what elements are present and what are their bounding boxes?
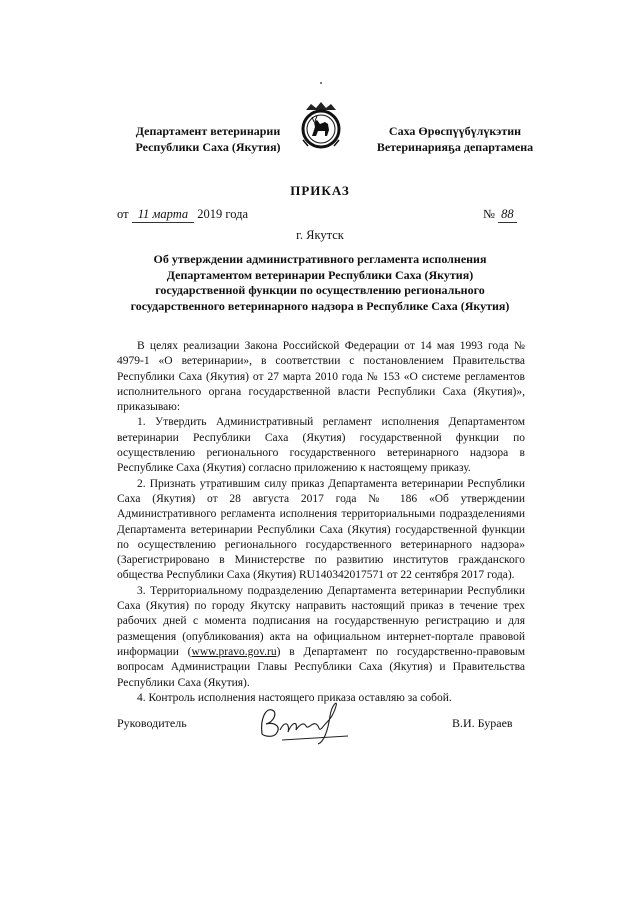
date-prefix: от [117, 207, 129, 221]
department-name-sakha-line2: Ветеринарияҕа департамена [376, 140, 534, 154]
paragraph-item-1: 1. Утвердить Административный регламент исполнения Департаментом ветеринарии Республики Саха (Якутия) государственной функции по осуществлению регионального государственного ветеринарного надзора в Республике Саха (Якутия) согласно приложению к настоящему приказу. [117, 416, 525, 475]
date-year: 2019 года [197, 207, 249, 221]
order-body [117, 339, 525, 706]
sakha-coat-of-arms-icon [298, 100, 344, 150]
paragraph-preamble: В целях реализации Закона Российской Федерации от 14 мая 1993 года № 4979-1 «О ветеринарии», в соответствии с постановлением Правительства Республики Саха (Якутия) от 27 марта 2010 года № 153 «О системе регламентов исполнительного органа государственной власти Республики Саха (Якутия)», приказываю: [117, 340, 525, 414]
department-name-ru-line2: Республики Саха (Якутия) [135, 140, 281, 154]
order-title: Об утверждении административного регламента исполнения Департаментом ветеринарии Республики Саха (Якутия) государственной функции по осуществлению регионального государственного ветеринарного надзора в Республике Саха (Якутия) [130, 252, 510, 313]
paragraph-item-3 [117, 584, 525, 691]
city: г. Якутск [296, 228, 344, 242]
handwritten-signature [252, 696, 362, 746]
signatory-role: Руководитель [117, 716, 187, 730]
department-name-sakha-line1: Саха Өрөспүүбүлүкэтин [388, 124, 522, 138]
number-handwritten: 88 [498, 207, 517, 223]
order-date [117, 207, 248, 223]
number-prefix: № [483, 207, 495, 221]
paragraph-item-4: 4. Контроль исполнения настоящего приказа оставляю за собой. [137, 691, 452, 704]
department-name-sakha [355, 123, 555, 155]
order-number [483, 207, 517, 223]
paragraph-item-2: 2. Признать утратившим силу приказ Департамента ветеринарии Республики Саха (Якутия) от 28 августа 2017 года № 186 «Об утверждении Административного регламента исполнения территориальными подразделениями Департамента ветеринарии Республики Саха (Якутия) государственной функции по осуществлению регионального государственного ветеринарного надзора» (Зарегистрировано в Министерстве по развитию институтов гражданского общества Республики Саха (Якутия) RU140342017571 от 22 сентября 2017 года). [117, 477, 525, 582]
department-name-ru-line1: Департамент ветеринарии [135, 124, 281, 138]
document-type: ПРИКАЗ [290, 183, 350, 198]
date-handwritten: 11 марта [132, 207, 194, 223]
paragraph-item-3-text-b: ) в Департамент по государственно-правовым вопросам Администрации Главы Республики Саха (Якутия) и Правительства Республики Саха (Якутия). [117, 645, 525, 689]
department-name-ru [118, 123, 298, 155]
signatory-name: В.И. Бураев [452, 716, 513, 730]
scan-speck [320, 82, 322, 84]
paragraph-item-3-text-a: 3. Территориальному подразделению Департамента ветеринарии Республики Саха (Якутия) по городу Якутску направить настоящий приказ в течение трех рабочих дней с момента подписания на государственную регистрацию и для размещения (опубликования) акта на официальном интернет-портале правовой информации ( [117, 584, 525, 658]
pravo-gov-link[interactable]: www.pravo.gov.ru [191, 645, 277, 658]
